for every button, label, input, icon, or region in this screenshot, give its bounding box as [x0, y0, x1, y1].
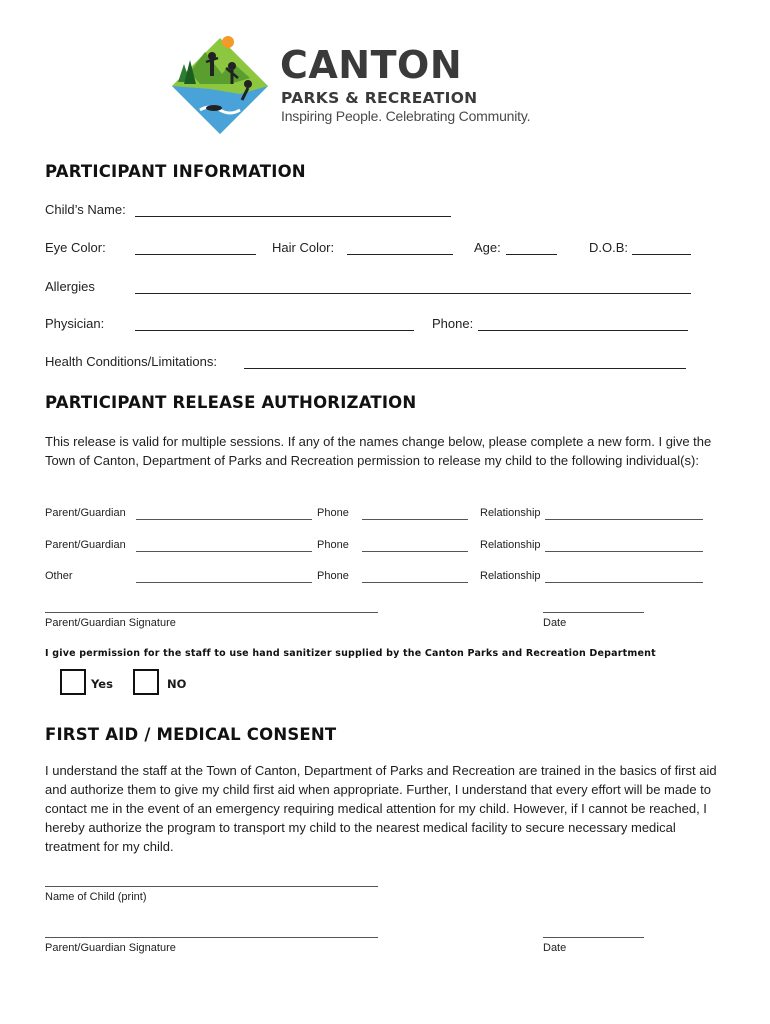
- release-row-3-label: Other: [45, 570, 73, 582]
- age-label: Age:: [474, 240, 501, 255]
- dob-field[interactable]: [632, 254, 691, 255]
- release-row-2-relationship-label: Relationship: [480, 539, 541, 551]
- child-name-print-label: Name of Child (print): [45, 891, 147, 903]
- canton-logo-icon: [170, 34, 270, 138]
- release-date-label: Date: [543, 617, 567, 629]
- release-row-3-phone-field[interactable]: [362, 582, 468, 583]
- release-row-1-relationship-label: Relationship: [480, 507, 541, 519]
- hair-color-label: Hair Color:: [272, 240, 335, 255]
- physician-field[interactable]: [135, 330, 414, 331]
- release-date-field[interactable]: [543, 612, 644, 613]
- release-title: PARTICIPANT RELEASE AUTHORIZATION: [45, 393, 417, 412]
- medical-consent-title: FIRST AID / MEDICAL CONSENT: [45, 725, 337, 744]
- release-row-3-phone-label: Phone: [317, 570, 349, 582]
- release-row-3-name-field[interactable]: [136, 582, 312, 583]
- health-conditions-field[interactable]: [244, 368, 686, 369]
- release-signature-label: Parent/Guardian Signature: [45, 617, 176, 629]
- age-field[interactable]: [506, 254, 557, 255]
- release-row-2-relationship-field[interactable]: [545, 551, 703, 552]
- sanitizer-no-label: NO: [167, 677, 187, 691]
- release-row-2-phone-field[interactable]: [362, 551, 468, 552]
- allergies-field[interactable]: [135, 293, 691, 294]
- dob-label: D.O.B:: [589, 240, 629, 255]
- release-paragraph: This release is valid for multiple sessions. If any of the names change below, please complete a new form. I give the Town of Canton, Department of Parks and Recreation permission to release my child to the following individual(s):: [45, 434, 712, 468]
- medical-signature-field[interactable]: [45, 937, 378, 938]
- sanitizer-yes-label: Yes: [91, 677, 113, 691]
- health-conditions-label: Health Conditions/Limitations:: [45, 354, 217, 369]
- release-row-2-name-field[interactable]: [136, 551, 312, 552]
- medical-consent-paragraph: I understand the staff at the Town of Canton, Department of Parks and Recreation are trained in the basics of first aid and authorize them to give my child first aid when appropriate. Further, I understand that every effort will be made to contact me in the event of an emergency requiring medical attention for my child. However, if I cannot be reached, I hereby authorize the program to transport my child to the nearest medical facility to secure necessary medical treatment for my child.: [45, 763, 717, 854]
- release-row-1-label: Parent/Guardian: [45, 507, 126, 519]
- allergies-label: Allergies: [45, 279, 95, 294]
- release-row-3-relationship-label: Relationship: [480, 570, 541, 582]
- release-row-2-label: Parent/Guardian: [45, 539, 126, 551]
- sanitizer-yes-checkbox[interactable]: [60, 669, 86, 695]
- physician-label: Physician:: [45, 316, 105, 331]
- release-row-3-relationship-field[interactable]: [545, 582, 703, 583]
- brand-name: CANTON: [280, 43, 463, 87]
- eye-color-field[interactable]: [135, 254, 256, 255]
- release-row-1-phone-label: Phone: [317, 507, 349, 519]
- release-signature-field[interactable]: [45, 612, 378, 613]
- childs-name-field[interactable]: [135, 216, 451, 217]
- childs-name-label: Child’s Name:: [45, 202, 126, 217]
- release-row-1-relationship-field[interactable]: [545, 519, 703, 520]
- participant-info-title: PARTICIPANT INFORMATION: [45, 162, 306, 181]
- phone-label: Phone:: [432, 316, 474, 331]
- physician-phone-field[interactable]: [478, 330, 688, 331]
- hair-color-field[interactable]: [347, 254, 453, 255]
- release-row-2-phone-label: Phone: [317, 539, 349, 551]
- medical-date-field[interactable]: [543, 937, 644, 938]
- release-row-1-phone-field[interactable]: [362, 519, 468, 520]
- sanitizer-no-checkbox[interactable]: [133, 669, 159, 695]
- child-name-print-field[interactable]: [45, 886, 378, 887]
- sanitizer-permission-text: I give permission for the staff to use hand sanitizer supplied by the Canton Parks and Recreation Department: [45, 648, 656, 659]
- medical-date-label: Date: [543, 942, 567, 954]
- medical-signature-label: Parent/Guardian Signature: [45, 942, 176, 954]
- brand-tagline: Inspiring People. Celebrating Community.: [281, 108, 531, 124]
- brand-subtitle: PARKS & RECREATION: [281, 89, 478, 107]
- eye-color-label: Eye Color:: [45, 240, 106, 255]
- release-row-1-name-field[interactable]: [136, 519, 312, 520]
